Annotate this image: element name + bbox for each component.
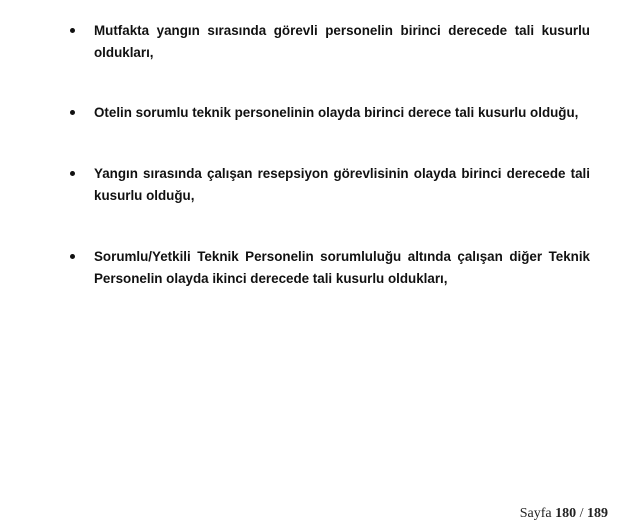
page-separator: / [579, 506, 584, 521]
current-page-number: 180 [555, 506, 577, 521]
list-item [70, 246, 590, 290]
total-pages-number: 189 [587, 506, 608, 521]
bullet-icon [70, 254, 75, 259]
list-item-text: Otelin sorumlu teknik personelinin olayda birinci derece tali kusurlu olduğu, [94, 105, 579, 120]
bullet-icon [70, 28, 75, 33]
list-item [70, 163, 590, 207]
list-item [70, 102, 590, 124]
list-item [70, 20, 590, 64]
list-item-text: Mutfakta yangın sırasında görevli personelin birinci derecede tali kusurlu oldukları, [94, 23, 590, 60]
page-number-footer [520, 506, 608, 522]
bullet-icon [70, 171, 75, 176]
page-label: Sayfa [519, 506, 552, 521]
list-item-text: Sorumlu/Yetkili Teknik Personelin sorumluluğu altında çalışan diğer Teknik Personelin olayda ikinci derecede tali kusurlu oldukları, [94, 249, 590, 286]
list-item-text: Yangın sırasında çalışan resepsiyon görevlisinin olayda birinci derecede tali kusurlu olduğu, [94, 166, 590, 203]
bullet-icon [70, 110, 75, 115]
